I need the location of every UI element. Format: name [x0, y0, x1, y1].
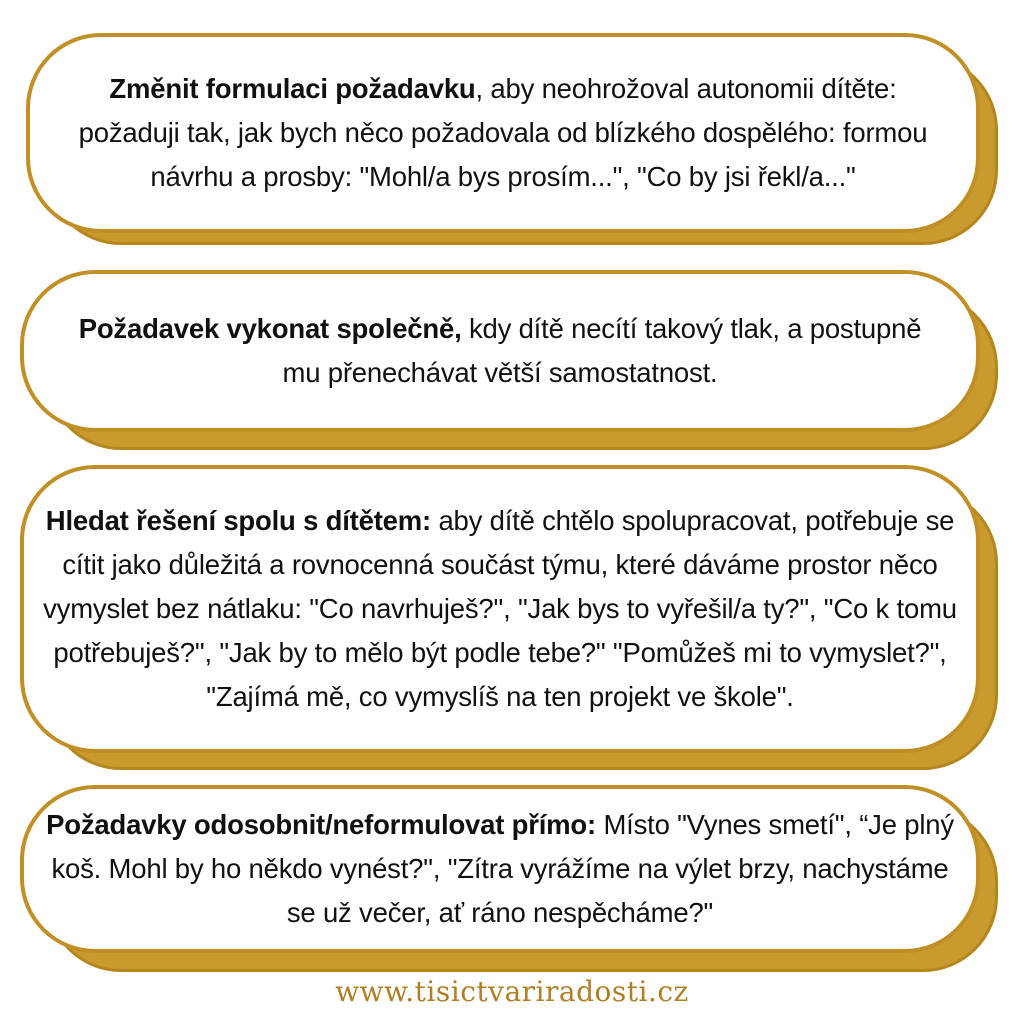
- card-text: [38, 499, 962, 719]
- card-text: [70, 307, 930, 395]
- card-body: kdy dítě necítí takový tlak, a postupně mu přenechávat větší samostatnost.: [282, 313, 922, 388]
- card-face: [20, 465, 980, 753]
- card-body: aby dítě chtělo spolupracovat, potřebuje se cítit jako důležitá a rovnocenná součást týmu, které dáváme prostor něco vymyslet bez nátlaku: "Co navrhuješ?", "Jak bys to vyřešil/a ty?", "Co k tomu potřebuješ?", "Jak by to mělo být podle tebe?" "Pomůžeš mi to vymyslet?", "Zajímá mě, co vymyslíš na ten projekt ve škole".: [43, 505, 957, 712]
- card-body: , aby neohrožoval autonomii dítěte: požaduji tak, jak bych něco požadovala od blízkého dospělého: formou návrhu a prosby: "Mohl/a bys prosím...", "Co by jsi řekl/a...": [78, 73, 928, 192]
- card-bold-heading: Požadavky odosobnit/neformulovat přímo:: [46, 809, 596, 840]
- card-face: [26, 33, 980, 233]
- website-url: www.tisictvariradosti.cz: [335, 975, 689, 1008]
- card-face: [20, 270, 980, 432]
- card-face: [20, 785, 980, 953]
- card-text: [63, 67, 943, 199]
- card-bold-heading: Změnit formulaci požadavku: [109, 73, 476, 104]
- card-bold-heading: Hledat řešení spolu s dítětem:: [45, 505, 431, 536]
- card-body: Místo "Vynes smetí", “Je plný koš. Mohl by ho někdo vynést?", "Zítra vyrážíme na výlet brzy, nachystáme se už večer, ať ráno nespěcháme?": [51, 809, 954, 928]
- card-text: [40, 803, 960, 935]
- card-bold-heading: Požadavek vykonat společně,: [78, 313, 462, 344]
